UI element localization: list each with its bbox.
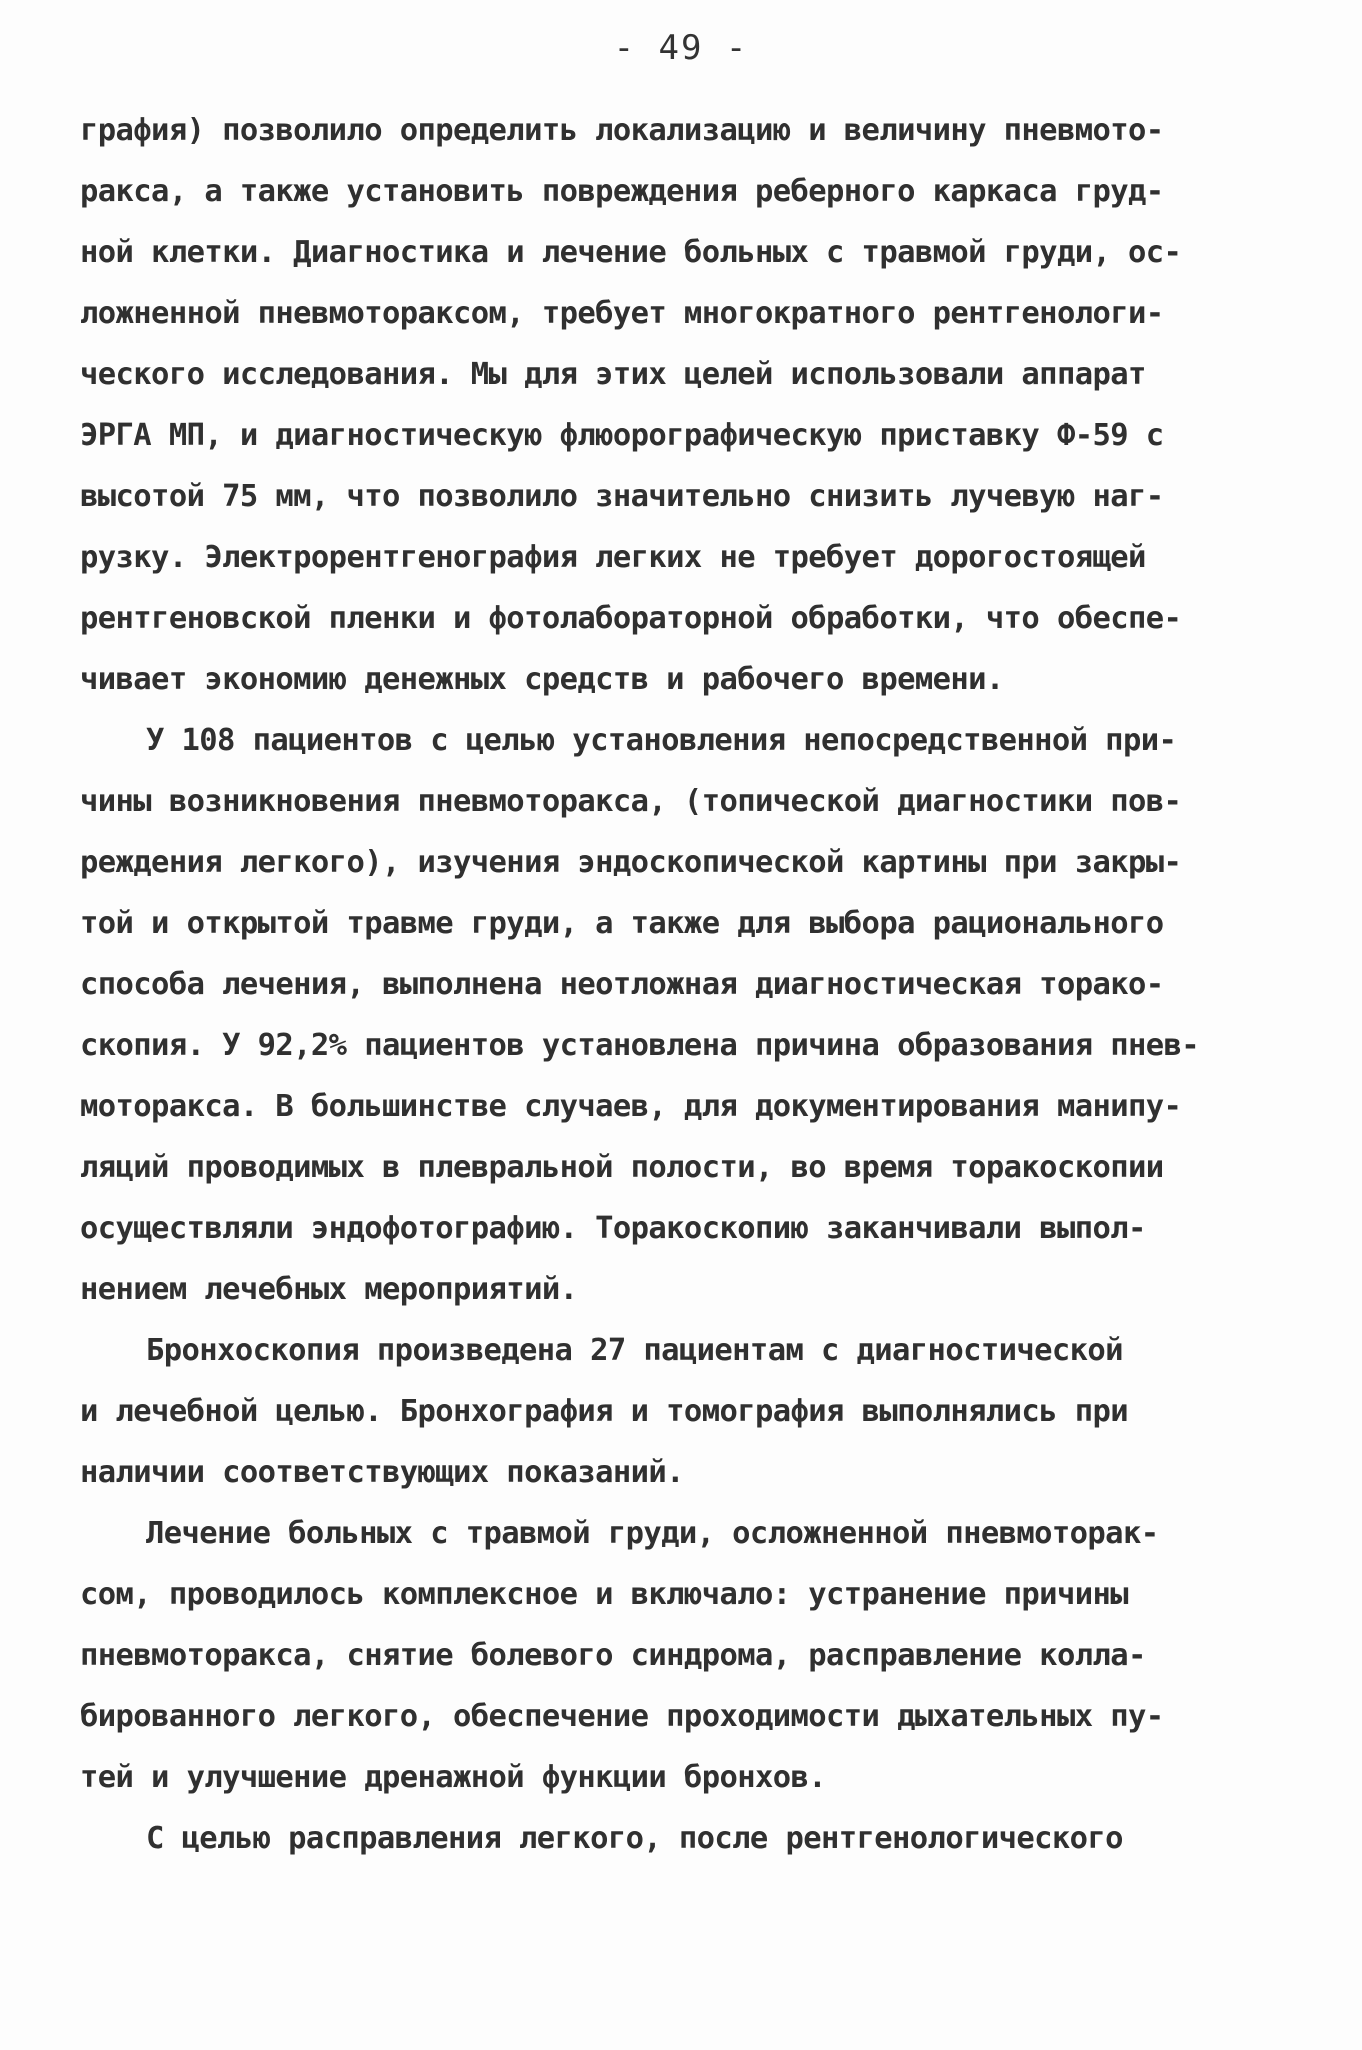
text-line: нением лечебных мероприятий. bbox=[80, 1272, 578, 1307]
paragraph-2 bbox=[80, 710, 1260, 1320]
text-line: наличии соответствующих показаний. bbox=[80, 1455, 684, 1490]
text-line: чины возникновения пневмоторакса, (топической диагностики пов- bbox=[80, 784, 1182, 819]
text-line: бированного легкого, обеспечение проходимости дыхательных пу- bbox=[80, 1699, 1164, 1734]
body-text bbox=[80, 100, 1260, 1869]
text-line: реждения легкого), изучения эндоскопической картины при закры- bbox=[80, 845, 1182, 880]
text-line: У 108 пациентов с целью установления непосредственной при- bbox=[146, 723, 1177, 758]
page-number: - 49 - bbox=[613, 28, 749, 68]
text-line: Бронхоскопия произведена 27 пациентам с диагностической bbox=[146, 1333, 1123, 1368]
text-line: чивает экономию денежных средств и рабочего времени. bbox=[80, 662, 1004, 697]
text-line: графия) позволило определить локализацию и величину пневмото- bbox=[80, 113, 1164, 148]
text-line: пневмоторакса, снятие болевого синдрома, расправление колла- bbox=[80, 1638, 1146, 1673]
text-line: той и открытой травме груди, а также для выбора рационального bbox=[80, 906, 1164, 941]
text-line: высотой 75 мм, что позволило значительно снизить лучевую наг- bbox=[80, 479, 1164, 514]
text-line: рузку. Электрорентгенография легких не требует дорогостоящей bbox=[80, 540, 1146, 575]
text-line: тей и улучшение дренажной функции бронхов. bbox=[80, 1760, 827, 1795]
text-line: ной клетки. Диагностика и лечение больных с травмой груди, ос- bbox=[80, 235, 1182, 270]
text-line: и лечебной целью. Бронхография и томография выполнялись при bbox=[80, 1394, 1128, 1429]
text-line: ракса, а также установить повреждения реберного каркаса груд- bbox=[80, 174, 1164, 209]
text-line: осуществляли эндофотографию. Торакоскопию заканчивали выпол- bbox=[80, 1211, 1146, 1246]
text-line: ложненной пневмотораксом, требует многократного рентгенологи- bbox=[80, 296, 1164, 331]
text-line: скопия. У 92,2% пациентов установлена причина образования пнев- bbox=[80, 1028, 1200, 1063]
text-line: рентгеновской пленки и фотолабораторной обработки, что обеспе- bbox=[80, 601, 1182, 636]
text-line: ЭРГА МП, и диагностическую флюорографическую приставку Ф-59 с bbox=[80, 418, 1164, 453]
text-line: Лечение больных с травмой груди, осложненной пневмоторак- bbox=[146, 1516, 1159, 1551]
paragraph-3 bbox=[80, 1320, 1260, 1503]
paragraph-4 bbox=[80, 1503, 1260, 1808]
text-line: ческого исследования. Мы для этих целей использовали аппарат bbox=[80, 357, 1146, 392]
text-line: моторакса. В большинстве случаев, для документирования манипу- bbox=[80, 1089, 1182, 1124]
paragraph-1 bbox=[80, 100, 1260, 710]
text-line: С целью расправления легкого, после рентгенологического bbox=[146, 1821, 1123, 1856]
text-line: сом, проводилось комплексное и включало: устранение причины bbox=[80, 1577, 1128, 1612]
text-line: ляций проводимых в плевральной полости, во время торакоскопии bbox=[80, 1150, 1164, 1185]
text-line: способа лечения, выполнена неотложная диагностическая торако- bbox=[80, 967, 1164, 1002]
paragraph-5 bbox=[80, 1808, 1260, 1869]
